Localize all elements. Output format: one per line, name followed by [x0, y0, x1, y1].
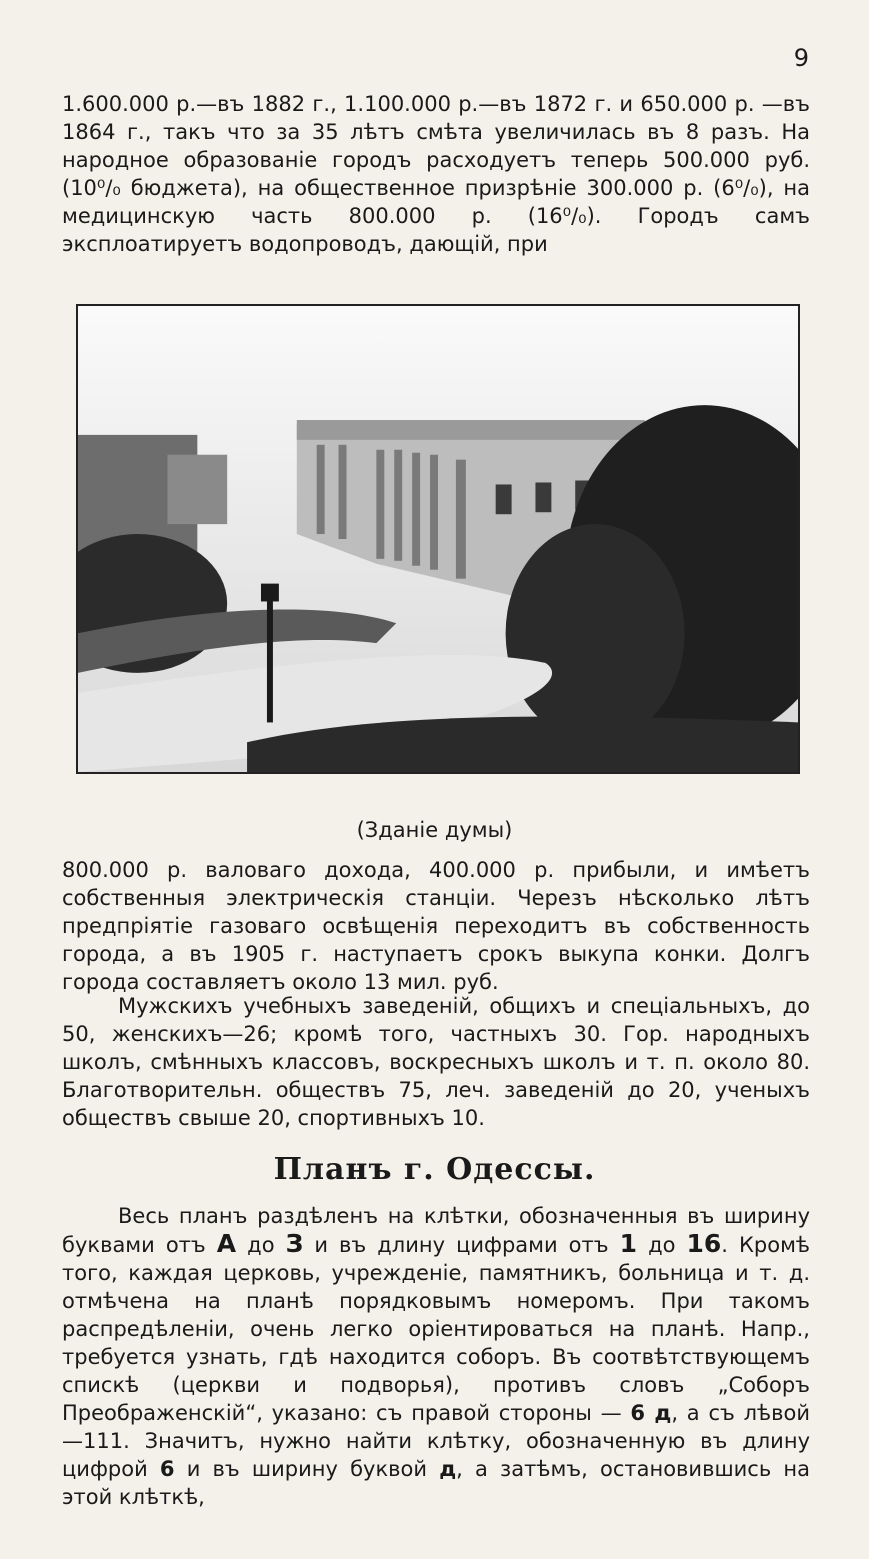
paragraph-budget: 1.600.000 р.—въ 1882 г., 1.100.000 р.—въ 1872 г. и 650.000 р. —въ 1864 г., такъ что за 35 лѣтъ смѣта увеличилась въ 8 разъ. На народное образованіе городъ расходуетъ теперь 500.000 руб. (10⁰/₀ бюджета), на общественное призрѣніе 300.000 р. (6⁰/₀), на медицинскую часть 800.000 р. (16⁰/₀). Городъ самъ эксплоатируетъ водопроводъ, дающій, при — [62, 92, 810, 256]
photo-city-duma-building — [76, 304, 800, 774]
photo-illustration — [78, 306, 798, 772]
paragraph-income: 800.000 р. валоваго дохода, 400.000 р. прибыли, и имѣетъ собственныя электрическія станціи. Черезъ нѣсколько лѣтъ предпріятіе газоваго освѣщенія переходитъ въ собственность города, а въ 1905 г. наступаетъ срокъ выкупа конки. Долгъ города составляетъ около 13 мил. руб. — [62, 858, 810, 994]
plan-text-6: , а съ лѣвой—111. Значитъ, нужно найти клѣтку, обозначенную въ длину цифрой — [62, 1401, 810, 1481]
plan-letter-a: А — [216, 1229, 237, 1258]
plan-text-3: и въ длину цифрами отъ — [303, 1233, 620, 1257]
plan-ref-6d: 6 д — [630, 1401, 672, 1425]
plan-text-5: . Кромѣ того, каждая церковь, учрежденіе, памятникъ, больница и т. д. отмѣчена на планѣ порядковымъ номеромъ. При такомъ распредѣленіи, очень легко оріентироваться на планѣ. Напр., требуется узнать, гдѣ находится соборъ. Въ соотвѣтствующемъ спискѣ (церкви и подворья), противъ словъ „Соборъ Преображенскій“, указано: съ правой стороны — — [62, 1233, 811, 1425]
plan-ref-d: д — [439, 1457, 457, 1481]
page-number: 9 — [793, 44, 809, 72]
paragraph-education: Мужскихъ учебныхъ заведеній, общихъ и спеціальныхъ, до 50, женскихъ—26; кромѣ того, частныхъ 30. Гор. народныхъ школъ, смѣнныхъ классовъ, воскресныхъ школъ и т. п. около 80. Благотворительн. обществъ 75, леч. заведеній до 20, ученыхъ обществъ свыше 20, спортивныхъ 10. — [62, 994, 810, 1130]
plan-letter-z: З — [285, 1229, 304, 1258]
plan-text-1: Весь планъ раздѣленъ на клѣтки, обозначенныя въ ширину буквами отъ — [62, 1204, 810, 1257]
plan-ref-6: 6 — [159, 1457, 175, 1481]
photo-caption: (Зданіе думы) — [356, 818, 513, 842]
plan-text-4: до — [637, 1233, 687, 1257]
plan-text-2: до — [236, 1233, 286, 1257]
section-heading: Планъ г. Одессы. — [273, 1152, 596, 1187]
plan-text-7: и въ ширину буквой — [174, 1457, 440, 1481]
plan-text-8: , а затѣмъ, остановившись на этой клѣткѣ, — [62, 1457, 810, 1509]
plan-num-1: 1 — [619, 1229, 638, 1258]
paragraph-plan — [62, 1202, 810, 1511]
plan-num-16: 16 — [686, 1229, 722, 1258]
